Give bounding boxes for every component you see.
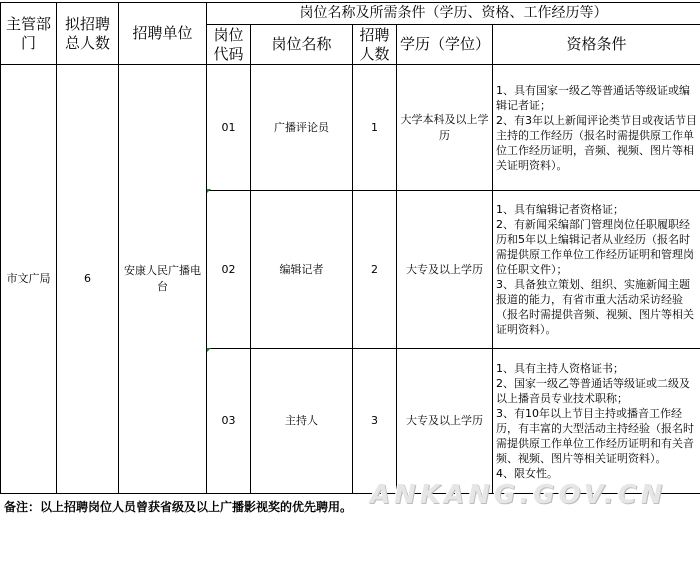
header-name: 岗位名称 <box>251 25 353 65</box>
header-unit: 招聘单位 <box>119 3 207 65</box>
footnote: 备注：以上招聘岗位人员曾获省级及以上广播影视奖的优先聘用。 <box>4 500 353 514</box>
qual-line: 1、具有编辑记者资格证； <box>496 203 624 216</box>
header-edu: 学历（学位） <box>397 25 493 65</box>
position-qual <box>493 349 700 494</box>
header-count: 招聘人数 <box>353 25 397 65</box>
position-qual <box>493 65 700 191</box>
unit-cell: 安康人民广播电台 <box>119 65 207 494</box>
qual-line: 1、具有主持人资格证书； <box>496 362 624 375</box>
position-count: 1 <box>353 65 397 191</box>
header-code: 岗位代码 <box>207 25 251 65</box>
position-edu: 大学本科及以上学历 <box>397 65 493 191</box>
qual-line: 2、有3年以上新闻评论类节目或夜话节目主持的工作经历（报名时需提供原工作单位工作经历证明，音频、视频、图片等相关证明资料）。 <box>496 113 697 172</box>
header-total: 拟招聘总人数 <box>57 3 119 65</box>
qual-line: 4、限女性。 <box>496 467 558 480</box>
cell-corner-mark <box>207 348 211 352</box>
recruitment-table <box>0 2 700 494</box>
header-qual: 资格条件 <box>493 25 700 65</box>
position-qual <box>493 191 700 349</box>
total-cell: 6 <box>57 65 119 494</box>
qual-line: 2、国家一级乙等普通话等级证或二级及以上播音员专业技术职称； <box>496 377 690 405</box>
position-name: 主持人 <box>251 349 353 494</box>
position-edu: 大专及以上学历 <box>397 191 493 349</box>
position-name: 编辑记者 <box>251 191 353 349</box>
position-count: 3 <box>353 349 397 494</box>
dept-cell: 市文广局 <box>1 65 57 494</box>
qual-line: 3、有10年以上节目主持或播音工作经历，有丰富的大型活动主持经验（报名时需提供原工作单位工作经历证明和有关音频、视频、图片等相关证明资料）。 <box>496 407 694 465</box>
cell-corner-mark <box>207 189 211 193</box>
header-dept: 主管部门 <box>1 3 57 65</box>
position-count: 2 <box>353 191 397 349</box>
position-code: 01 <box>207 65 251 191</box>
header-group: 岗位名称及所需条件（学历、资格、工作经历等） <box>207 3 700 25</box>
position-name: 广播评论员 <box>251 65 353 191</box>
qual-line: 2、有新闻采编部门管理岗位任职履职经历和5年以上编辑记者从业经历（报名时需提供原工作单位工作经历证明和管理岗位任职文件）； <box>496 218 694 276</box>
qual-line: 3、具备独立策划、组织、实施新闻主题报道的能力，有省市重大活动采访经验（报名时需提供音频、视频、图片等相关证明资料）。 <box>496 278 694 336</box>
table-row <box>1 65 700 191</box>
watermark: ANKANG.GOV.CN <box>370 480 667 510</box>
position-code: 02 <box>207 191 251 349</box>
position-code: 03 <box>207 349 251 494</box>
qual-line: 1、具有国家一级乙等普通话等级证或编辑记者证； <box>496 83 690 112</box>
position-edu: 大专及以上学历 <box>397 349 493 494</box>
